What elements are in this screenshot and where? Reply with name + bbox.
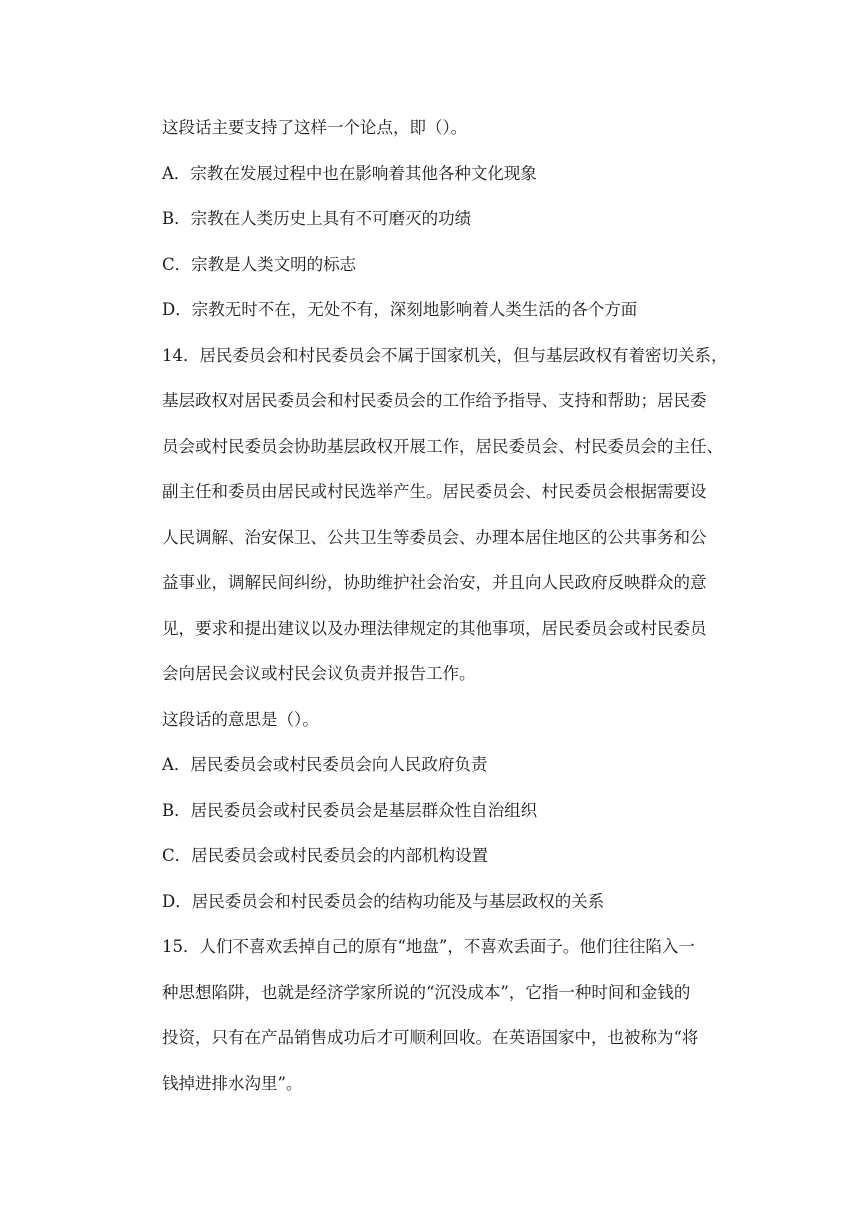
q14-option-a: A．居民委员会或村民委员会向人民政府负责 (162, 755, 488, 774)
q14-passage-line: 会向居民会议或村民会议负责并报告工作。 (162, 664, 476, 683)
q14-stem: 这段话的意思是（）。 (162, 710, 319, 729)
q14-option-d: D．居民委员会和村民委员会的结构功能及与基层政权的关系 (162, 892, 605, 911)
q15-passage-line: 投资，只有在产品销售成功后才可顺利回收。在英语国家中，也被称为“将 (162, 1028, 699, 1047)
q14-passage-line: 副主任和委员由居民或村民选举产生。居民委员会、村民委员会根据需要设 (162, 482, 707, 501)
q13-option-d: D．宗教无时不在，无处不有，深刻地影响着人类生活的各个方面 (162, 300, 638, 319)
q13-option-c: C．宗教是人类文明的标志 (162, 255, 357, 274)
q14-passage-line: 14．居民委员会和村民委员会不属于国家机关，但与基层政权有着密切关系， (162, 346, 728, 365)
q14-passage-line: 员会或村民委员会协助基层政权开展工作，居民委员会、村民委员会的主任、 (162, 437, 723, 456)
q14-passage-line: 见，要求和提出建议以及办理法律规定的其他事项，居民委员会或村民委员 (162, 619, 707, 638)
q13-option-b: B．宗教在人类历史上具有不可磨灭的功绩 (162, 209, 472, 228)
q14-option-b: B．居民委员会或村民委员会是基层群众性自治组织 (162, 801, 538, 820)
q13-option-a: A．宗教在发展过程中也在影响着其他各种文化现象 (162, 164, 537, 183)
q14-passage-line: 益事业，调解民间纠纷，协助维护社会治安，并且向人民政府反映群众的意 (162, 573, 707, 592)
q15-passage-line: 种思想陷阱，也就是经济学家所说的“沉没成本”，它指一种时间和金钱的 (162, 983, 691, 1002)
q14-option-c: C．居民委员会或村民委员会的内部机构设置 (162, 846, 489, 865)
q14-passage-line: 人民调解、治安保卫、公共卫生等委员会、办理本居住地区的公共事务和公 (162, 528, 707, 547)
q15-passage-line: 15．人们不喜欢丢掉自己的原有“地盘”，不喜欢丢面子。他们往往陷入一 (162, 937, 695, 956)
q14-passage-line: 基层政权对居民委员会和村民委员会的工作给予指导、支持和帮助；居民委 (162, 391, 707, 410)
q13-stem: 这段话主要支持了这样一个论点，即（）。 (162, 118, 468, 137)
q15-passage-line: 钱掉进排水沟里”。 (162, 1074, 303, 1093)
